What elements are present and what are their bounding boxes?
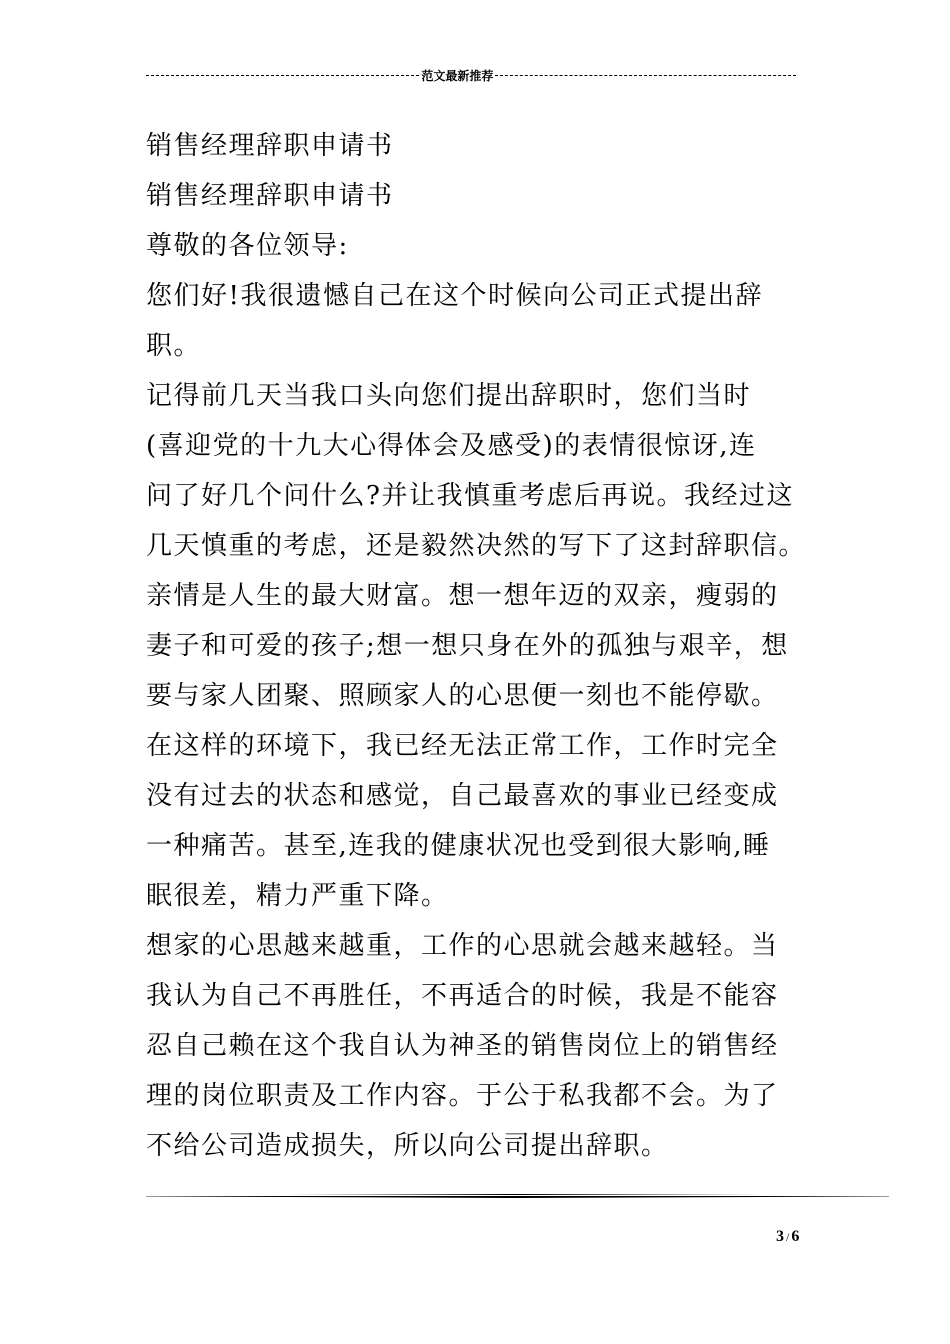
salutation: 尊敬的各位领导: — [146, 231, 349, 261]
text-line: 我认为自己不再胜任，不再适合的时候，我是不能容 — [146, 981, 779, 1011]
text-line: 记得前几天当我口头向您们提出辞职时，您们当时 — [146, 381, 752, 411]
document-body — [146, 121, 811, 1171]
text-line: 几天慎重的考虑，还是毅然决然的写下了这封辞职信。 — [146, 531, 807, 561]
text-line: 没有过去的状态和感觉，自己最喜欢的事业已经变成 — [146, 781, 779, 811]
page-current: 3 — [776, 1228, 784, 1245]
page-number — [776, 1228, 799, 1246]
text-line: 忍自己赖在这个我自认为神圣的销售岗位上的销售经 — [146, 1031, 779, 1061]
text-line: 一种痛苦。甚至,连我的健康状况也受到很大影响,睡 — [146, 831, 771, 861]
doc-subtitle: 销售经理辞职申请书 — [146, 181, 394, 211]
text-line: 理的岗位职责及工作内容。于公于私我都不会。为了 — [146, 1081, 779, 1111]
text-line: 您们好!我很遗憾自己在这个时候向公司正式提出辞 — [146, 281, 763, 311]
header-dash-left — [146, 75, 419, 76]
text-line: 想家的心思越来越重，工作的心思就会越来越轻。当 — [146, 931, 779, 961]
text-line: (喜迎党的十九大心得体会及感受)的表情很惊讶,连 — [146, 431, 757, 461]
text-line: 妻子和可爱的孩子;想一想只身在外的孤独与艰辛，想 — [146, 631, 789, 661]
header-title: 范文最新推荐 — [421, 68, 494, 83]
page-header — [146, 66, 796, 84]
text-line: 在这样的环境下，我已经无法正常工作，工作时完全 — [146, 731, 779, 761]
text-line: 不给公司造成损失，所以向公司提出辞职。 — [146, 1131, 669, 1161]
text-line: 要与家人团聚、照顾家人的心思便一刻也不能停歇。 — [146, 681, 779, 711]
footer-divider — [146, 1194, 889, 1198]
text-line: 眠很差，精力严重下降。 — [146, 881, 449, 911]
text-line: 问了好几个问什么?并让我慎重考虑后再说。我经过这 — [146, 481, 794, 511]
header-dash-right — [495, 75, 796, 76]
page-total: 6 — [791, 1228, 800, 1245]
text-line: 亲情是人生的最大财富。想一想年迈的双亲，瘦弱的 — [146, 581, 779, 611]
doc-title: 销售经理辞职申请书 — [146, 131, 394, 161]
page-separator: / — [786, 1230, 790, 1244]
text-line: 职。 — [146, 331, 202, 361]
